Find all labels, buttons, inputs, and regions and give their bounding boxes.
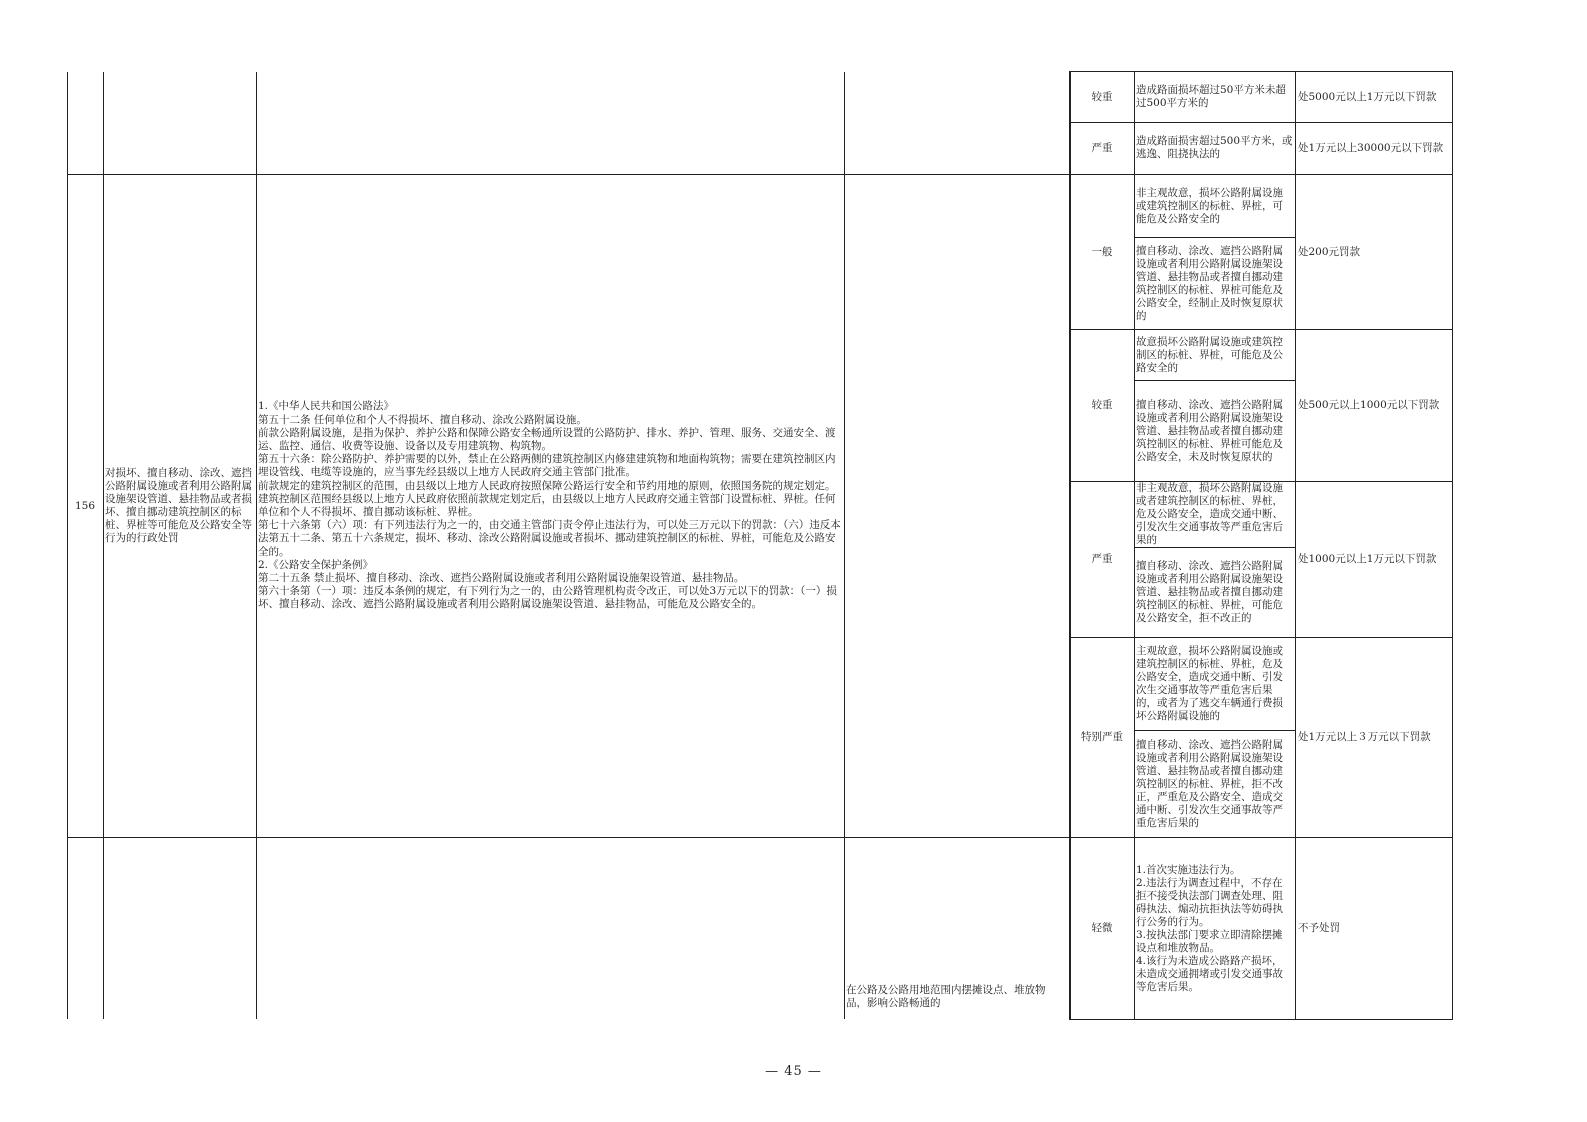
condition-text: 造成路面损害超过500平方米，或逃逸、阻挠执法的: [1136, 135, 1293, 160]
situation-text: 在公路及公路用地范围内摆摊设点、堆放物品，影响公路畅通的: [846, 984, 1046, 1009]
grading-col-line: [1295, 175, 1296, 837]
penalty-text: 处500元以上1000元以下罚款: [1298, 399, 1440, 411]
grading-col-line: [1134, 72, 1135, 174]
grading-col-line: [1295, 838, 1296, 1019]
level-label: 严重: [1091, 141, 1113, 154]
condition-text: 故意损坏公路附属设施或建筑控制区的标桩、界桩，可能危及公路安全的: [1136, 335, 1283, 374]
grading-col-line: [1134, 838, 1135, 1019]
condition-text: 非主观故意，损坏公路附属设施或建筑控制区的标桩、界桩，可能危及公路安全的: [1136, 186, 1283, 225]
level-label: 较重: [1091, 90, 1113, 103]
legal-basis-text: 1.《中华人民共和国公路法》 第五十二条 任何单位和个人不得损坏、擅自移动、涂改公路附属设施。 前款公路附属设施，是指为保护、养护公路和保障公路安全畅通所设置的公路防护、排水、养护、管理、服务、交通安全、渡运、监控、通信、收费等设施、设备以及专用建筑物、构筑物。 第五十六条：除公路防护、养护需要的以外，禁止在公路两侧的建筑控制区内修建建筑物和地面构筑物；需要在建筑控制区内埋设管线、电缆等设施的，应当事先经县级以上地方人民政府交通主管部门批准。 前款规定的建筑控制区的范围，由县级以上地方人民政府按照保障公路运行安全和节约用地的原则，依照国务院的规定划定。 建筑控制区范围经县级以上地方人民政府依照前款规定划定后，由县级以上地方人民政府交通主管部门设置标桩、界桩。任何单位和个人不得损坏、擅自挪动该标桩、界桩。 第七十六条第（六）项：有下列违法行为之一的，由交通主管部门责令停止违法行为，可以处三万元以下的罚款：（六）违反本法第五十二条、第五十六条规定，损坏、移动、涂改公路附属设施或者损坏、挪动建筑控制区的标桩、界桩，可能危及公路安全的。 2.《公路安全保护条例》 第二十五条 禁止损坏、擅自移动、涂改、遮挡公路附属设施或者利用公路附属设施架设管道、悬挂物品。 第六十条第（一）项：违反本条例的规定，有下列行为之一的，由公路管理机构责令改正，可以处3万元以下的罚款：（一）损坏、擅自移动、涂改、遮挡公路附属设施或者利用公路附属设施架设管道、悬挂物品，可能危及公路安全的。: [258, 400, 841, 611]
penalty-text: 处5000元以上1万元以下罚款: [1298, 90, 1437, 103]
condition-text: 造成路面损坏超过50平方米未超过500平方米的: [1136, 84, 1286, 109]
penalty-text: 处1万元以上３万元以下罚款: [1298, 731, 1431, 743]
condition-text: 非主观故意，损坏公路附属设施或者建筑控制区的标桩、界桩，危及公路安全，造成交通中断、引发次生交通事故等严重危害后果的: [1136, 482, 1283, 546]
grading-col-line: [1295, 72, 1296, 174]
penalty-text: 不予处罚: [1298, 922, 1340, 934]
col-line-2: [103, 72, 104, 1019]
level-label: 特别严重: [1081, 731, 1123, 743]
level-label: 一般: [1091, 245, 1113, 258]
condition-text: 主观故意，损坏公路附属设施或建筑控制区的标桩、界桩，危及公路安全，造成交通中断、引发次生交通事故等严重危害后果的，或者为了逃交车辆通行费损坏公路附属设施的: [1136, 645, 1283, 722]
penalty-text: 处200元罚款: [1298, 245, 1361, 258]
level-label: 较重: [1091, 399, 1113, 411]
page-number: — 45 —: [765, 1064, 822, 1079]
penalty-text: 处1万元以上30000元以下罚款: [1298, 141, 1444, 154]
condition-text: 擅自移动、涂改、遮挡公路附属设施或者利用公路附属设施架设管道、悬挂物品或者擅自挪动建筑控制区的标桩、界桩可能危及公路安全，经制止及时恢复原状的: [1136, 244, 1283, 322]
level-label: 轻微: [1091, 922, 1113, 934]
condition-text: 擅自移动、涂改、遮挡公路附属设施或者利用公路附属设施架设管道、悬挂物品或者擅自挪动建筑控制区的标桩、界桩，拒不改正，严重危及公路安全、造成交通中断、引发次生交通事故等严重危害后果的: [1136, 738, 1283, 829]
col-line-4: [844, 72, 845, 1019]
penalty-text: 处1000元以上1万元以下罚款: [1298, 553, 1437, 565]
matter-text: 对损坏、擅自移动、涂改、遮挡公路附属设施或者利用公路附属设施架设管道、悬挂物品或者损坏、擅自挪动建筑控制区的标桩、界桩等可能危及公路安全等行为的行政处罚: [105, 467, 252, 544]
level-label: 严重: [1091, 553, 1113, 565]
condition-text: 擅自移动、涂改、遮挡公路附属设施或者利用公路附属设施架设管道、悬挂物品或者擅自挪动建筑控制区的标桩、界桩可能危及公路安全，未及时恢复原状的: [1136, 398, 1283, 463]
condition-text: 擅自移动、涂改、遮挡公路附属设施或者利用公路附属设施架设管道、悬挂物品或者擅自挪动建筑控制区的标桩、界桩，可能危及公路安全，拒不改正的: [1136, 560, 1283, 624]
grading-col-line: [1134, 175, 1135, 837]
col-line-3: [256, 72, 257, 1019]
item-number: 156: [74, 499, 96, 512]
condition-text: 1.首次实施违法行为。 2.违法行为调查过程中，不存在拒不接受执法部门调查处理、阻碍执法、煽动抗拒执法等妨碍执行公务的行为。 3.按执法部门要求立即清除摆摊设点和堆放物品。 4.该行为未造成公路路产损坏，未造成交通拥堵或引发交通事故等危害后果。: [1136, 863, 1283, 993]
